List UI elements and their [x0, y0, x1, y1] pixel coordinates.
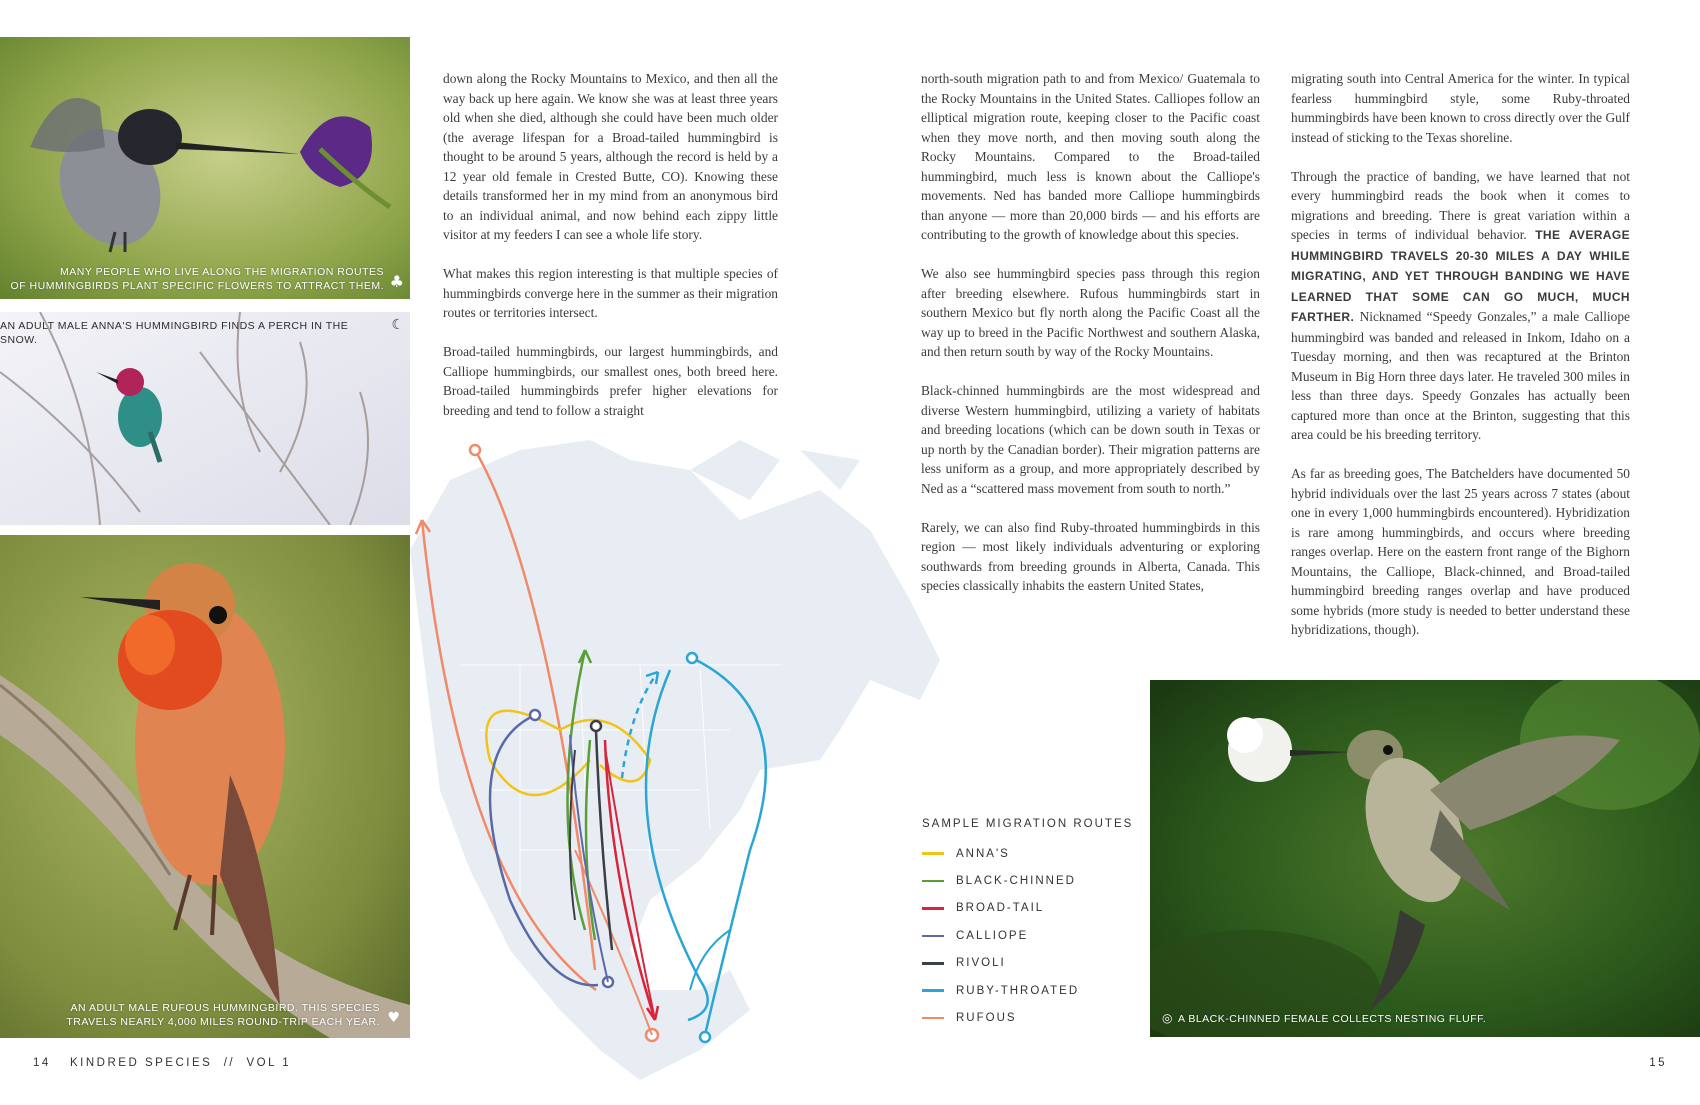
paragraph: What makes this region interesting is that multiple species of hummingbirds converge here in the summer as their migration routes or territories intersect. — [443, 266, 778, 320]
legend-item — [922, 867, 1133, 894]
paragraph: down along the Rocky Mountains to Mexico, and then all the way back up here again. We know she was at least three years old when she died, although she could have been much older (the average lifespan for a Broad-tailed hummingbird is thought to be around 5 years, although the record is held by a 12 year old female in Crested Butte, CO). Knowing these details transformed her in my mind from an anonymous bird to an individual animal, and now behind each zippy little visitor at my feeders I can see a whole life story. — [443, 71, 778, 242]
legend-item — [922, 1004, 1133, 1031]
legend-swatch — [922, 907, 944, 910]
legend-label: RUBY-THROATED — [956, 984, 1080, 997]
legend-swatch — [922, 852, 944, 855]
photo-caption-snow: AN ADULT MALE ANNA'S HUMMINGBIRD FINDS A PERCH IN THE SNOW. — [0, 320, 349, 346]
legend-label: BROAD-TAIL — [956, 902, 1045, 915]
photo-caption-rufous: AN ADULT MALE RUFOUS HUMMINGBIRD. THIS SPECIES TRAVELS NEARLY 4,000 MILES ROUND-TRIP EACH YEAR. — [66, 1002, 380, 1028]
legend-swatch — [922, 880, 944, 883]
legend-label: BLACK-CHINNED — [956, 875, 1076, 888]
legend-item — [922, 895, 1133, 922]
crescent-moon-icon: ☾ — [391, 317, 404, 333]
photo-caption-flowers: MANY PEOPLE WHO LIVE ALONG THE MIGRATION ROUTES OF HUMMINGBIRDS PLANT SPECIFIC FLOWERS TO ATTRACT THEM. — [10, 266, 384, 292]
paragraph: Black-chinned hummingbirds are the most widespread and diverse Western hummingbird, utilizing a variety of habitats and breeding locations (which can be down south in Texas or up north by the Canadian border). Their migration patterns are less uniform as a group, and more appropriately described by Ned as a “scattered mass movement from south to north.” — [921, 383, 1260, 496]
publication-title: KINDRED SPECIES // VOL 1 — [70, 1057, 292, 1069]
legend-item — [922, 922, 1133, 949]
migration-legend — [922, 818, 1133, 1032]
paragraph: Broad-tailed hummingbirds, our largest hummingbirds, and Calliope hummingbirds, our smallest ones, both breed here. Broad-tailed hummingbirds prefer higher elevations for breeding and tend to follow a straight — [443, 344, 778, 418]
text-column-2 — [921, 69, 1260, 615]
page-number-left: 14 — [33, 1057, 51, 1069]
legend-item — [922, 977, 1133, 1004]
text-column-3 — [1291, 69, 1630, 659]
heart-icon: ♥ — [387, 1010, 400, 1026]
page-number-right: 15 — [1649, 1057, 1667, 1069]
legend-label: ANNA'S — [956, 847, 1010, 860]
photo-black-chinned-female — [1150, 680, 1700, 1037]
legend-item — [922, 840, 1133, 867]
photo-caption-nesting: ◎ A BLACK-CHINNED FEMALE COLLECTS NESTING FLUFF. — [1162, 1011, 1487, 1025]
photo-annas-snow — [0, 312, 410, 525]
club-icon: ♣ — [389, 272, 404, 291]
paragraph: migrating south into Central America for the winter. In typical fearless hummingbird style, some Ruby-throated hummingbirds have been known to cross directly over the Gulf instead of sticking to the Texas shoreline. — [1291, 71, 1630, 145]
photo-black-chinned-flower — [0, 37, 410, 299]
legend-swatch — [922, 989, 944, 992]
legend-swatch — [922, 1017, 944, 1020]
pull-quote: THE AVERAGE HUMMINGBIRD TRAVELS 20-30 MILES A DAY WHILE MIGRATING, AND YET THROUGH BANDING WE HAVE LEARNED THAT SOME CAN GO MUCH, MUCH FARTHER. — [1291, 228, 1630, 324]
legend-swatch — [922, 935, 944, 938]
paragraph: We also see hummingbird species pass through this region after breeding elsewhere. Rufous hummingbirds start in southern Mexico but fly north along the Pacific Coast all the way up to breed in the Pacific Northwest and southern Alaska, and then return south by way of the Rocky Mountains. — [921, 266, 1260, 359]
paragraph: As far as breeding goes, The Batchelders have documented 50 hybrid individuals over the last 25 years across 7 states (about one in every 1,000 hummingbirds encountered). Hybridization is rare among hummingbirds, and occurs where breeding ranges overlap. Here on the eastern front range of the Bighorn Mountains, the Calliope, Black-chinned, and Broad-tailed hummingbird breeding ranges overlap and have produced some hybrids (more study is needed to better understand these hybridizations, though). — [1291, 466, 1630, 637]
legend-label: CALLIOPE — [956, 929, 1029, 942]
circle-dot-icon: ◎ — [1162, 1011, 1173, 1025]
migration-map — [400, 430, 960, 1100]
legend-label: RUFOUS — [956, 1012, 1017, 1025]
paragraph: Through the practice of banding, we have learned that not every hummingbird reads the book when it comes to migrations and breeding. There is great variation within a species in terms of individual behavior. THE AVERAGE HUMMINGBIRD TRAVELS 20-30 MILES A DAY WHILE MIGRATING, AND YET THROUGH BANDING WE HAVE LEARNED THAT SOME CAN GO MUCH, MUCH FARTHER. Nicknamed “Speedy Gonzales,” a male Calliope hummingbird was banded and released in Inkom, Idaho on a Tuesday morning, and then was recaptured at the Brinton Museum in Big Horn three days later. He traveled 300 miles in less than three days. Speedy Gonzales has actually been captured more than once at the Brinton, suggesting that this area could be his breeding territory. — [1291, 168, 1630, 442]
paragraph: Rarely, we can also find Ruby-throated hummingbirds in this region — most likely individuals adventuring or exploring southwards from breeding grounds in Alberta, Canada. This species classically inhabits the eastern United States, — [921, 519, 1260, 593]
paragraph: north-south migration path to and from Mexico/ Guatemala to the Rocky Mountains in the United States. Calliopes follow an elliptical migration route, keeping closer to the Pacific coast when they move north, and then moving south along the Rocky Mountains. Compared to the Broad-tailed hummingbird, much less is known about the Calliope's movements. Ned has banded more Calliope hummingbirds than anyone — more than 20,000 birds — and his efforts are contributing to the growth of knowledge about this species. — [921, 71, 1260, 242]
text-column-1 — [443, 69, 778, 440]
photo-rufous — [0, 535, 410, 1038]
legend-title: SAMPLE MIGRATION ROUTES — [922, 818, 1134, 830]
legend-item — [922, 950, 1133, 977]
legend-swatch — [922, 962, 944, 965]
legend-label: RIVOLI — [956, 957, 1006, 970]
